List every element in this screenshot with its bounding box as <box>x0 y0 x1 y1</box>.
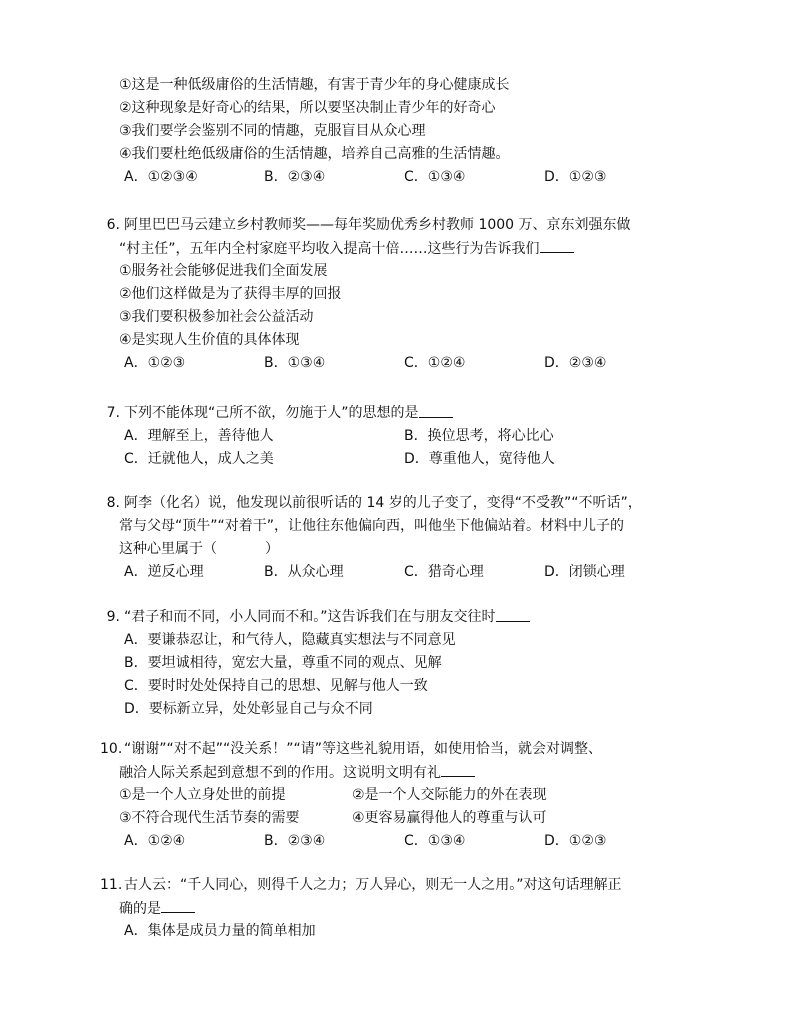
q8-stem-line-1: 阿李（化名）说，他发现以前很听话的 14 岁的儿子变了，变得“不受教”“不听话”， <box>124 495 642 511</box>
q11-option-a: A．集体是成员力量的简单相加 <box>124 923 316 939</box>
q9-option-c: C．要时时处处保持自己的思想、见解与他人一致 <box>124 678 428 694</box>
q10-option-a: A．①②④ <box>124 833 186 849</box>
q10-stem-line-1: “谢谢”“对不起”“没关系！”“请”等这些礼貌用语，如使用恰当，就会对调整、 <box>124 741 603 757</box>
q8-stem-line-3: 这种心里属于（ <box>119 541 217 557</box>
q8-option-c: C．猎奇心理 <box>404 564 484 580</box>
q8-option-a: A．逆反心理 <box>124 564 204 580</box>
q5-option-c: C．①③④ <box>404 169 466 185</box>
q5-statement-1: ①这是一种低级庸俗的生活情趣，有害于青少年的身心健康成长 <box>119 77 510 93</box>
q10-number: 10. <box>100 741 123 757</box>
q8-option-d: D．闭锁心理 <box>544 564 625 580</box>
answer-blank <box>161 897 195 913</box>
q8-number: 8. <box>106 495 120 511</box>
q6-statement-2: ②他们这样做是为了获得丰厚的回报 <box>119 286 342 302</box>
q5-options <box>100 166 720 189</box>
answer-blank <box>496 606 530 622</box>
q9-stem: “君子和而不同，小人同而不和。”这告诉我们在与朋友交往时 <box>124 609 496 625</box>
q6-stem-line-2: “村主任”，五年内全村家庭平均收入提高十倍……这些行为告诉我们 <box>119 241 540 257</box>
question-6 <box>100 214 720 375</box>
q5-statement-3: ③我们要学会鉴别不同的情趣，克服盲目从众心理 <box>119 123 426 139</box>
q10-option-b: B．②③④ <box>264 833 326 849</box>
q6-option-a: A．①②③ <box>124 355 186 371</box>
q11-stem-line-2: 确的是 <box>119 901 161 917</box>
q8-option-b: B．从众心理 <box>264 564 344 580</box>
q5-option-b: B．②③④ <box>264 169 326 185</box>
q6-option-d: D．②③④ <box>544 355 607 371</box>
q5-statement-2: ②这种现象是好奇心的结果，所以要坚决制止青少年的好奇心 <box>119 100 496 116</box>
q8-options <box>100 561 720 584</box>
q6-statement-4: ④是实现人生价值的具体体现 <box>119 332 300 348</box>
q5-option-a: A．①②③④ <box>124 169 198 185</box>
q6-option-b: B．①③④ <box>264 355 326 371</box>
question-11 <box>100 874 720 943</box>
q10-statement-1: ①是一个人立身处世的前提 <box>119 787 286 803</box>
q11-stem-line-1: 古人云：“千人同心，则得千人之力；万人异心，则无一人之用。”对这句话理解正 <box>124 877 622 893</box>
q8-stem-line-2: 常与父母“顶牛”“对着干”，让他往东他偏向西，叫他坐下他偏站着。材料中儿子的 <box>119 518 625 534</box>
q6-option-c: C．①②④ <box>404 355 466 371</box>
q10-statement-3: ③不符合现代生活节奏的需要 <box>119 810 300 826</box>
q10-options <box>100 830 720 853</box>
answer-blank <box>419 402 453 418</box>
q7-number: 7. <box>106 405 120 421</box>
q10-option-c: C．①③④ <box>404 833 466 849</box>
q9-option-a: A．要谦恭忍让，和气待人，隐藏真实想法与不同意见 <box>124 632 456 648</box>
q9-option-b: B．要坦诚相待，宽宏大量，尊重不同的观点、见解 <box>124 655 442 671</box>
q7-option-a: A．理解至上，善待他人 <box>124 428 274 444</box>
question-7 <box>100 402 720 471</box>
q6-statement-1: ①服务社会能够促进我们全面发展 <box>119 263 328 279</box>
answer-blank <box>441 761 475 777</box>
q7-option-b: B．换位思考，将心比心 <box>404 428 554 444</box>
q10-statement-4: ④更容易赢得他人的尊重与认可 <box>352 810 547 826</box>
q6-statement-3: ③我们要积极参加社会公益活动 <box>119 309 314 325</box>
q10-option-d: D．①②③ <box>544 833 607 849</box>
q11-number: 11. <box>100 877 123 893</box>
question-10 <box>100 738 720 853</box>
q5-option-d: D．①②③ <box>544 169 607 185</box>
answer-blank <box>540 237 574 253</box>
q6-options <box>100 352 720 375</box>
q5-statement-4: ④我们要杜绝低级庸俗的生活情趣，培养自己高雅的生活情趣。 <box>119 146 510 162</box>
q7-option-c: C．迁就他人，成人之美 <box>124 451 274 467</box>
q9-number: 9. <box>106 609 120 625</box>
question-9 <box>100 606 720 721</box>
q6-number: 6. <box>106 217 120 233</box>
question-5 <box>100 74 720 189</box>
question-8 <box>100 492 720 584</box>
q7-stem: 下列不能体现“己所不欲，勿施于人”的思想的是 <box>124 405 419 421</box>
q7-option-d: D．尊重他人，宽待他人 <box>404 451 555 467</box>
q10-stem-line-2: 融洽人际关系起到意想不到的作用。这说明文明有礼 <box>119 765 441 781</box>
q10-statement-2: ②是一个人交际能力的外在表现 <box>352 787 547 803</box>
q8-stem-line-3-close: ） <box>265 541 279 557</box>
q6-stem-line-1: 阿里巴巴马云建立乡村教师奖——每年奖励优秀乡村教师 1000 万、京东刘强东做 <box>124 217 631 233</box>
q9-option-d: D．要标新立异，处处彰显自己与众不同 <box>124 701 373 717</box>
